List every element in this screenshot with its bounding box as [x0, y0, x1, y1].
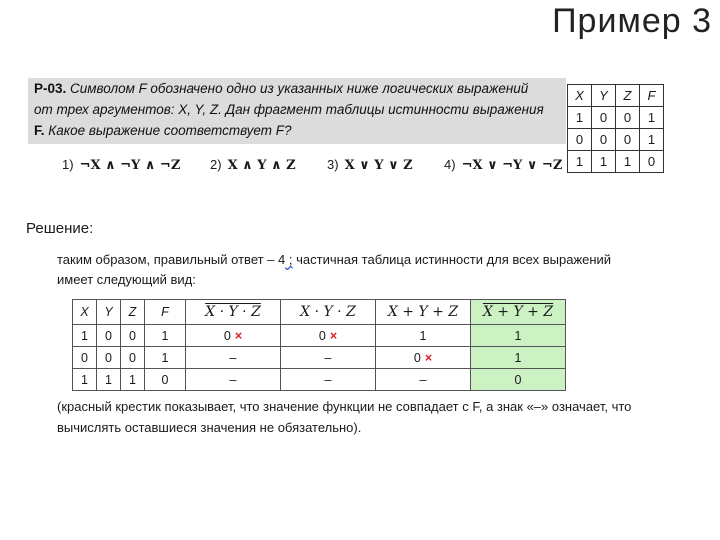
header-expr-1: X · Y · Z	[186, 300, 281, 325]
header-f: F	[145, 300, 186, 325]
full-table-header	[73, 300, 566, 325]
table-cell: –	[281, 369, 376, 391]
table-cell: 1	[145, 325, 186, 347]
answer-pre: таким образом, правильный ответ –	[57, 252, 279, 267]
table-row	[73, 347, 566, 369]
table-cell	[376, 347, 471, 369]
truth-header-f: F	[640, 85, 664, 107]
table-cell: –	[186, 369, 281, 391]
truth-table-row	[568, 107, 664, 129]
task-line-2: от трех аргументов: X, Y, Z. Дан фрагмент таблицы истинности выражения	[34, 102, 544, 117]
table-cell	[186, 325, 281, 347]
answer-line-2: имеет следующий вид:	[57, 272, 196, 287]
table-cell: 0	[73, 347, 97, 369]
task-line-3	[34, 123, 292, 138]
table-cell	[281, 325, 376, 347]
truth-cell: 1	[640, 129, 664, 151]
table-cell: 1	[73, 325, 97, 347]
cross-icon: ×	[329, 328, 338, 343]
note-line-2: вычислять оставшиеся значения не обязательно).	[57, 420, 362, 435]
option-2	[210, 157, 296, 173]
truth-table-fragment	[567, 84, 664, 173]
table-cell: 0	[97, 325, 121, 347]
table-cell: 0	[97, 347, 121, 369]
slide-title: Пример 3	[552, 2, 712, 40]
truth-table-row	[568, 129, 664, 151]
task-f: F.	[34, 123, 45, 138]
table-row	[73, 325, 566, 347]
option-4	[444, 157, 562, 173]
truth-header-x: X	[568, 85, 592, 107]
option-1-expr: ¬X ∧ ¬Y ∧ ¬Z	[79, 158, 181, 173]
truth-cell: 0	[616, 107, 640, 129]
table-cell: 0	[145, 369, 186, 391]
task-text-3: Какое выражение соответствует F?	[44, 123, 292, 138]
table-cell: –	[186, 347, 281, 369]
truth-table-header	[568, 85, 664, 107]
truth-header-z: Z	[616, 85, 640, 107]
truth-cell: 0	[640, 151, 664, 173]
table-cell: –	[376, 369, 471, 391]
option-3-number: 3)	[327, 157, 339, 172]
table-cell: 1	[376, 325, 471, 347]
option-1-number: 1)	[62, 157, 74, 172]
truth-table-row	[568, 151, 664, 173]
answer-line-1	[57, 252, 611, 267]
solution-label: Решение:	[26, 220, 94, 237]
table-cell: 0	[121, 347, 145, 369]
table-cell: 1	[121, 369, 145, 391]
cross-icon: ×	[234, 328, 243, 343]
option-1	[62, 157, 180, 173]
truth-cell: 0	[592, 129, 616, 151]
table-cell: 1	[471, 347, 566, 369]
cell-value: 0	[223, 328, 231, 343]
table-cell: 0	[471, 369, 566, 391]
table-row	[73, 369, 566, 391]
table-cell: 0	[121, 325, 145, 347]
truth-cell: 0	[568, 129, 592, 151]
header-z: Z	[121, 300, 145, 325]
option-2-expr: X ∧ Y ∧ Z	[227, 158, 296, 173]
truth-cell: 1	[616, 151, 640, 173]
task-line-1	[34, 81, 528, 96]
table-cell: 1	[145, 347, 186, 369]
cell-value: 0	[318, 328, 326, 343]
option-2-number: 2)	[210, 157, 222, 172]
option-4-expr: ¬X ∨ ¬Y ∨ ¬Z	[461, 158, 563, 173]
header-expr-3: X + Y + Z	[376, 300, 471, 325]
table-cell: 1	[97, 369, 121, 391]
header-expr-2: X · Y · Z	[281, 300, 376, 325]
truth-cell: 1	[640, 107, 664, 129]
truth-cell: 0	[616, 129, 640, 151]
table-cell: 1	[73, 369, 97, 391]
truth-cell: 1	[592, 151, 616, 173]
answer-sep: ;	[285, 252, 293, 267]
truth-cell: 0	[592, 107, 616, 129]
cross-icon: ×	[424, 350, 433, 365]
option-3	[327, 157, 413, 173]
truth-header-y: Y	[592, 85, 616, 107]
table-cell: 1	[471, 325, 566, 347]
option-3-expr: X ∨ Y ∨ Z	[344, 158, 413, 173]
header-expr-4: X + Y + Z	[471, 300, 566, 325]
answer-value: 4	[278, 252, 286, 267]
answer-post: частичная таблица истинности для всех выражений	[292, 252, 612, 267]
table-cell: –	[281, 347, 376, 369]
option-4-number: 4)	[444, 157, 456, 172]
cell-value: 0	[413, 350, 421, 365]
task-box	[28, 78, 566, 144]
truth-cell: 1	[568, 107, 592, 129]
task-text-1: Символом F обозначено одно из указанных ниже логических выражений	[66, 81, 529, 96]
header-y: Y	[97, 300, 121, 325]
note-line-1: (красный крестик показывает, что значение функции не совпадает с F, а знак «–» означает, что	[57, 399, 632, 414]
header-x: X	[73, 300, 97, 325]
truth-cell: 1	[568, 151, 592, 173]
full-truth-table	[72, 299, 566, 391]
task-id: Р-03.	[34, 81, 67, 96]
